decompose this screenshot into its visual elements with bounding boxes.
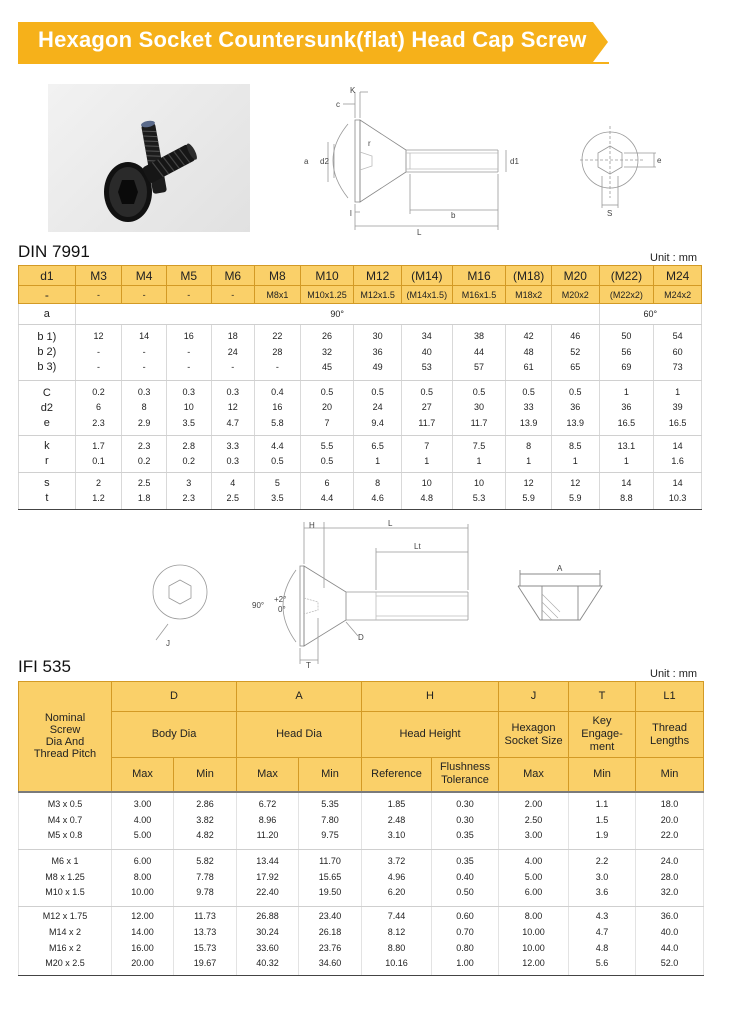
din-pitch-1: - (122, 286, 167, 304)
dim-a: a (304, 157, 309, 166)
din-b-cell: 18 24 - (211, 325, 255, 381)
din-st-cell: 5 3.5 (255, 473, 301, 510)
dim-b: b (451, 211, 456, 220)
ifi-value-cell: 6.00 8.00 10.00 (112, 849, 174, 906)
din-size-0: M3 (75, 266, 122, 286)
dim-j: J (166, 639, 170, 648)
dim-d: D (358, 633, 364, 642)
ifi-side-view (248, 518, 480, 668)
din-pitch-0: - (75, 286, 122, 304)
din-cde-cell: 1 36 16.5 (599, 381, 654, 436)
dim-t: T (306, 661, 311, 668)
din-size-10: M20 (551, 266, 599, 286)
ifi-a-max: Max (237, 758, 299, 792)
ifi-value-cell: 24.0 28.0 32.0 (636, 849, 704, 906)
din-b-cell: 16 - - (166, 325, 211, 381)
din-cde-cell: 0.3 8 2.9 (122, 381, 167, 436)
din-b-cell: 46 52 65 (551, 325, 599, 381)
din-unit: Unit : mm (650, 252, 698, 264)
ifi-value-cell: 13.44 17.92 22.40 (237, 849, 299, 906)
ifi-a-min: Min (299, 758, 362, 792)
dim-h: H (309, 521, 315, 530)
din-b-cell: 30 36 49 (354, 325, 402, 381)
ifi-value-cell: 0.60 0.70 0.80 1.00 (432, 906, 499, 975)
ifi-col-nominal: Nominal Screw Dia And Thread Pitch (19, 682, 112, 792)
ifi-value-cell: 6.72 8.96 11.20 (237, 792, 299, 850)
ifi-col-j: J (499, 682, 569, 712)
ifi-value-cell: 8.00 10.00 10.00 12.00 (499, 906, 569, 975)
ifi-h-flushness: Flushness Tolerance (432, 758, 499, 792)
ifi-head-top-view (148, 560, 218, 650)
din-pitch-4: M8x1 (255, 286, 301, 304)
dim-l2: L (388, 519, 393, 528)
din-cde-cell: 1 39 16.5 (654, 381, 702, 436)
ifi-value-cell: 23.40 26.18 23.76 34.60 (299, 906, 362, 975)
din-pitch-2: - (166, 286, 211, 304)
ifi-d-min: Min (174, 758, 237, 792)
ifi-value-cell: 7.44 8.12 8.80 10.16 (362, 906, 432, 975)
din-st-cell: 14 8.8 (599, 473, 654, 510)
din-kr-cell: 8.5 1 (551, 436, 599, 473)
product-photo (48, 84, 250, 232)
ifi-col-l1: L1 (636, 682, 704, 712)
din-cde-cell: 0.5 27 11.7 (401, 381, 452, 436)
din-st-cell: 10 4.8 (401, 473, 452, 510)
ifi-value-cell: 0.30 0.30 0.35 (432, 792, 499, 850)
ifi-nominal-cell: M12 x 1.75 M14 x 2 M16 x 2 M20 x 2.5 (19, 906, 112, 975)
din-kr-cell: 4.4 0.5 (255, 436, 301, 473)
ifi-h-reference: Reference (362, 758, 432, 792)
din-st-cell: 14 10.3 (654, 473, 702, 510)
din-cde-cell: 0.5 36 13.9 (551, 381, 599, 436)
din-cde-cell: 0.5 20 7 (300, 381, 354, 436)
ifi-value-cell: 4.3 4.7 4.8 5.6 (569, 906, 636, 975)
screw-photo-illustration (48, 84, 250, 232)
din-size-5: M10 (300, 266, 354, 286)
ifi-value-cell: 18.0 20.0 22.0 (636, 792, 704, 850)
din-kr-cell: 3.3 0.3 (211, 436, 255, 473)
din-b-label: b 1) b 2) b 3) (19, 325, 76, 381)
din-size-12: M24 (654, 266, 702, 286)
din-kr-cell: 14 1.6 (654, 436, 702, 473)
ifi-table (18, 681, 704, 976)
ifi-thread-lengths: Thread Lengths (636, 712, 704, 758)
din-kr-cell: 5.5 0.5 (300, 436, 354, 473)
dim-l: L (417, 228, 422, 237)
din-b-cell: 50 56 69 (599, 325, 654, 381)
ifi-value-cell: 26.88 30.24 33.60 40.32 (237, 906, 299, 975)
ifi-value-cell: 36.0 40.0 44.0 52.0 (636, 906, 704, 975)
din-b-cell: 14 - - (122, 325, 167, 381)
din-size-2: M5 (166, 266, 211, 286)
din-cde-cell: 0.4 16 5.8 (255, 381, 301, 436)
din-st-cell: 8 4.6 (354, 473, 402, 510)
ifi-nominal-cell: M6 x 1 M8 x 1.25 M10 x 1.5 (19, 849, 112, 906)
ifi-body-dia: Body Dia (112, 712, 237, 758)
ifi-value-cell: 11.70 15.65 19.50 (299, 849, 362, 906)
ifi-d-max: Max (112, 758, 174, 792)
din-kr-cell: 2.8 0.2 (166, 436, 211, 473)
dim-l-small: l (350, 209, 352, 218)
ifi-value-cell: 3.72 4.96 6.20 (362, 849, 432, 906)
ifi-section-view (512, 560, 612, 640)
din-kr-label: k r (19, 436, 76, 473)
ifi-value-cell: 11.73 13.73 15.73 19.67 (174, 906, 237, 975)
ifi-nominal-cell: M3 x 0.5 M4 x 0.7 M5 x 0.8 (19, 792, 112, 850)
title-banner (18, 22, 608, 62)
din-kr-cell: 6.5 1 (354, 436, 402, 473)
ifi-value-cell: 2.2 3.0 3.6 (569, 849, 636, 906)
ifi-t-min: Min (569, 758, 636, 792)
ifi-head-dia: Head Dia (237, 712, 362, 758)
din-pitch-3: - (211, 286, 255, 304)
din-size-3: M6 (211, 266, 255, 286)
din-pitch-8: M16x1.5 (452, 286, 506, 304)
din-pitch-label: - (19, 286, 76, 304)
din-kr-cell: 8 1 (506, 436, 552, 473)
din-st-cell: 2.5 1.8 (122, 473, 167, 510)
din-size-11: (M22) (599, 266, 654, 286)
din-b-cell: 12 - - (75, 325, 122, 381)
page-title: Hexagon Socket Countersunk(flat) Head Cap Screw (38, 27, 587, 52)
ifi-value-cell: 4.00 5.00 6.00 (499, 849, 569, 906)
din-table (18, 265, 702, 510)
ifi-col-d: D (112, 682, 237, 712)
title-underline (18, 62, 609, 64)
din-kr-cell: 2.3 0.2 (122, 436, 167, 473)
din-pitch-9: M18x2 (506, 286, 552, 304)
din-d1-label: d1 (19, 266, 76, 286)
din-pitch-7: (M14x1.5) (401, 286, 452, 304)
din-st-cell: 10 5.3 (452, 473, 506, 510)
ifi-value-cell: 1.1 1.5 1.9 (569, 792, 636, 850)
din-cde-cell: 0.5 24 9.4 (354, 381, 402, 436)
head-top-view (580, 118, 670, 218)
din-kr-cell: 1.7 0.1 (75, 436, 122, 473)
din-st-cell: 2 1.2 (75, 473, 122, 510)
din-a-label: a (19, 304, 76, 325)
ifi-socket-size: Hexagon Socket Size (499, 712, 569, 758)
din-size-6: M12 (354, 266, 402, 286)
din-cde-cell: 0.2 6 2.3 (75, 381, 122, 436)
din-b-cell: 38 44 57 (452, 325, 506, 381)
ifi-key-engagement: Key Engage- ment (569, 712, 636, 758)
ifi-row-group (19, 792, 704, 850)
dim-a2: A (557, 564, 563, 573)
din-st-label: s t (19, 473, 76, 510)
din-st-cell: 12 5.9 (551, 473, 599, 510)
angle-tol-plus: +2° (274, 595, 287, 604)
dim-r: r (368, 139, 371, 148)
ifi-row-group (19, 849, 704, 906)
dim-s: S (607, 209, 613, 218)
din-pitch-6: M12x1.5 (354, 286, 402, 304)
din-b-cell: 26 32 45 (300, 325, 354, 381)
ifi-value-cell: 0.35 0.40 0.50 (432, 849, 499, 906)
ifi-value-cell: 1.85 2.48 3.10 (362, 792, 432, 850)
dim-e: e (657, 156, 662, 165)
din-st-cell: 6 4.4 (300, 473, 354, 510)
ifi-value-cell: 2.86 3.82 4.82 (174, 792, 237, 850)
din-pitch-12: M24x2 (654, 286, 702, 304)
din-size-7: (M14) (401, 266, 452, 286)
din-st-cell: 4 2.5 (211, 473, 255, 510)
din-b-cell: 54 60 73 (654, 325, 702, 381)
din-pitch-10: M20x2 (551, 286, 599, 304)
ifi-unit: Unit : mm (650, 668, 698, 680)
dim-c: c (336, 100, 340, 109)
din-size-8: M16 (452, 266, 506, 286)
din-cde-label: C d2 e (19, 381, 76, 436)
ifi-value-cell: 5.82 7.78 9.78 (174, 849, 237, 906)
ifi-col-a: A (237, 682, 362, 712)
din-kr-cell: 7.5 1 (452, 436, 506, 473)
din-heading: DIN 7991 (18, 242, 90, 261)
din-kr-cell: 7 1 (401, 436, 452, 473)
dim-k: K (350, 86, 356, 95)
din-cde-cell: 0.5 30 11.7 (452, 381, 506, 436)
ifi-col-h: H (362, 682, 499, 712)
din-st-cell: 3 2.3 (166, 473, 211, 510)
angle-90: 90° (252, 601, 265, 610)
ifi-value-cell: 3.00 4.00 5.00 (112, 792, 174, 850)
side-view-drawing (298, 82, 523, 242)
din-a-60: 60° (599, 304, 701, 325)
ifi-head-height: Head Height (362, 712, 499, 758)
din-a-90: 90° (75, 304, 599, 325)
ifi-col-t: T (569, 682, 636, 712)
din-size-4: M8 (255, 266, 301, 286)
din-b-cell: 22 28 - (255, 325, 301, 381)
angle-tol-zero: 0° (278, 605, 286, 614)
din-b-cell: 42 48 61 (506, 325, 552, 381)
dim-lt: Lt (414, 542, 421, 551)
dim-d2: d2 (320, 157, 329, 166)
ifi-value-cell: 5.35 7.80 9.75 (299, 792, 362, 850)
din-pitch-11: (M22x2) (599, 286, 654, 304)
din-b-cell: 34 40 53 (401, 325, 452, 381)
din-cde-cell: 0.3 12 4.7 (211, 381, 255, 436)
ifi-value-cell: 2.00 2.50 3.00 (499, 792, 569, 850)
din-cde-cell: 0.3 10 3.5 (166, 381, 211, 436)
din-size-9: (M18) (506, 266, 552, 286)
din-size-1: M4 (122, 266, 167, 286)
din-cde-cell: 0.5 33 13.9 (506, 381, 552, 436)
ifi-l1-min: Min (636, 758, 704, 792)
ifi-value-cell: 12.00 14.00 16.00 20.00 (112, 906, 174, 975)
din-pitch-5: M10x1.25 (300, 286, 354, 304)
ifi-row-group (19, 906, 704, 975)
din-kr-cell: 13.1 1 (599, 436, 654, 473)
ifi-j-max: Max (499, 758, 569, 792)
ifi-heading: IFI 535 (18, 657, 71, 676)
din-st-cell: 12 5.9 (506, 473, 552, 510)
dim-d1: d1 (510, 157, 519, 166)
